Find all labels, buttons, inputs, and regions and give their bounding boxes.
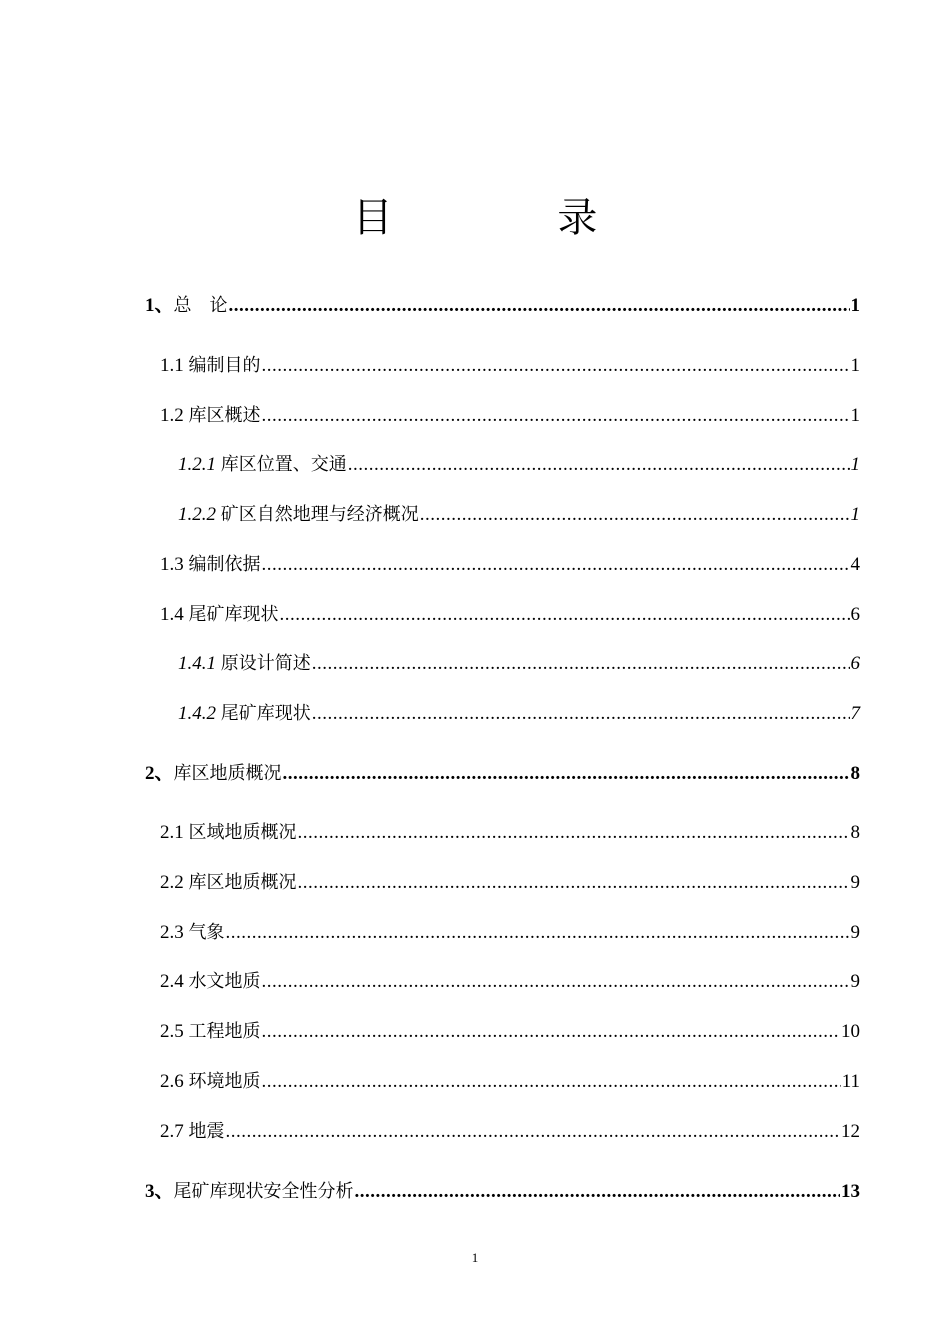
toc-dot-leader <box>262 403 850 429</box>
toc-entry[interactable] <box>145 1179 860 1205</box>
toc-entry-page: 9 <box>850 922 860 943</box>
toc-entry-label: 气象 <box>188 922 225 943</box>
toc-entry[interactable] <box>160 1119 860 1145</box>
toc-entry-number: 1.4.1 <box>178 653 216 674</box>
toc-entry-number: 2 <box>145 763 155 784</box>
toc-entry-page: 11 <box>841 1071 860 1092</box>
toc-entry-label: 编制依据 <box>188 554 261 575</box>
toc-dot-leader <box>420 502 850 528</box>
toc-dot-leader <box>348 452 850 478</box>
toc-entry[interactable] <box>178 502 860 528</box>
toc-entry-label: 总 论 <box>173 295 228 316</box>
toc-entry-page: 9 <box>850 971 860 992</box>
toc-entry-label: 编制目的 <box>188 355 261 376</box>
toc-entry-number: 1.2 <box>160 405 184 426</box>
toc-entry[interactable] <box>160 820 860 846</box>
toc-entry-separator: 、 <box>154 295 174 316</box>
toc-entry-number: 1.4 <box>160 604 184 625</box>
toc-entry-number: 2.2 <box>160 872 184 893</box>
toc-entry[interactable] <box>160 1069 860 1095</box>
toc-entry-label: 库区位置、交通 <box>220 454 347 475</box>
toc-entry-page: 8 <box>850 822 860 843</box>
toc-entry-label: 地震 <box>188 1121 225 1142</box>
toc-dot-leader <box>298 820 850 846</box>
toc-entry-label: 原设计简述 <box>220 653 311 674</box>
toc-entry-number: 1.4.2 <box>178 703 216 724</box>
toc-entry-page: 8 <box>850 763 860 784</box>
toc-entry-number: 1.3 <box>160 554 184 575</box>
toc-entry-number: 3 <box>145 1181 155 1202</box>
toc-dot-leader <box>280 602 850 628</box>
toc-entry[interactable] <box>160 920 860 946</box>
toc-entry-page: 6 <box>850 653 860 674</box>
toc-dot-leader <box>229 293 850 319</box>
toc-dot-leader <box>262 552 850 578</box>
toc-entry-page: 4 <box>850 554 860 575</box>
toc-entry-label: 尾矿库现状 <box>220 703 311 724</box>
toc-entry[interactable] <box>160 1019 860 1045</box>
toc-entry-page: 6 <box>850 604 860 625</box>
toc-entry-label: 水文地质 <box>188 971 261 992</box>
toc-dot-leader <box>312 701 850 727</box>
toc-entry-number: 1.2.2 <box>178 504 216 525</box>
toc-entry-separator: 、 <box>154 1181 174 1202</box>
toc-entry-page: 1 <box>850 504 860 525</box>
toc-entry[interactable] <box>160 969 860 995</box>
toc-entry-number: 2.4 <box>160 971 184 992</box>
toc-entry-label: 矿区自然地理与经济概况 <box>220 504 419 525</box>
toc-entry[interactable] <box>178 651 860 677</box>
toc-entry-number: 1.2.1 <box>178 454 216 475</box>
toc-entry[interactable] <box>178 452 860 478</box>
toc-entry-separator: 、 <box>154 763 174 784</box>
toc-entry[interactable] <box>160 552 860 578</box>
toc-dot-leader <box>226 920 850 946</box>
toc-entry-label: 区域地质概况 <box>188 822 297 843</box>
toc-dot-leader <box>355 1179 840 1205</box>
toc-title: 目 录 <box>352 195 674 241</box>
toc-entry-label: 环境地质 <box>188 1071 261 1092</box>
toc-entry-number: 1.1 <box>160 355 184 376</box>
toc-entry-page: 1 <box>850 405 860 426</box>
toc-entry-number: 2.5 <box>160 1021 184 1042</box>
toc-dot-leader <box>262 353 850 379</box>
toc-entry[interactable] <box>160 602 860 628</box>
toc-entry-number: 2.7 <box>160 1121 184 1142</box>
toc-entry[interactable] <box>160 403 860 429</box>
toc-entry-label: 库区地质概况 <box>173 763 282 784</box>
toc-entry-page: 1 <box>850 355 860 376</box>
toc-entry-number: 2.1 <box>160 822 184 843</box>
toc-entry-label: 库区概述 <box>188 405 261 426</box>
toc-dot-leader <box>298 870 850 896</box>
toc-entry-page: 7 <box>850 703 860 724</box>
toc-entry-page: 12 <box>841 1121 860 1142</box>
toc-dot-leader <box>262 969 850 995</box>
toc-entry-number: 2.3 <box>160 922 184 943</box>
toc-entry-page: 13 <box>841 1181 860 1202</box>
toc-dot-leader <box>226 1119 841 1145</box>
toc-entry-label: 尾矿库现状安全性分析 <box>173 1181 354 1202</box>
toc-entry-number: 1 <box>145 295 155 316</box>
toc-dot-leader <box>312 651 850 677</box>
toc-dot-leader <box>262 1069 841 1095</box>
toc-entry[interactable] <box>160 870 860 896</box>
toc-entry-page: 1 <box>850 454 860 475</box>
toc-entry[interactable] <box>145 761 860 787</box>
toc-entry-number: 2.6 <box>160 1071 184 1092</box>
toc-dot-leader <box>262 1019 841 1045</box>
toc-entry-label: 库区地质概况 <box>188 872 297 893</box>
toc-entry-label: 尾矿库现状 <box>188 604 279 625</box>
toc-entry[interactable] <box>160 353 860 379</box>
toc-entry-label: 工程地质 <box>188 1021 261 1042</box>
toc-entry-page: 9 <box>850 872 860 893</box>
toc-entry-page: 10 <box>841 1021 860 1042</box>
toc-dot-leader <box>283 761 850 787</box>
toc-entry[interactable] <box>178 701 860 727</box>
page-number: 1 <box>471 1250 479 1265</box>
toc-entry-page: 1 <box>850 295 860 316</box>
toc-entry[interactable] <box>145 293 860 319</box>
